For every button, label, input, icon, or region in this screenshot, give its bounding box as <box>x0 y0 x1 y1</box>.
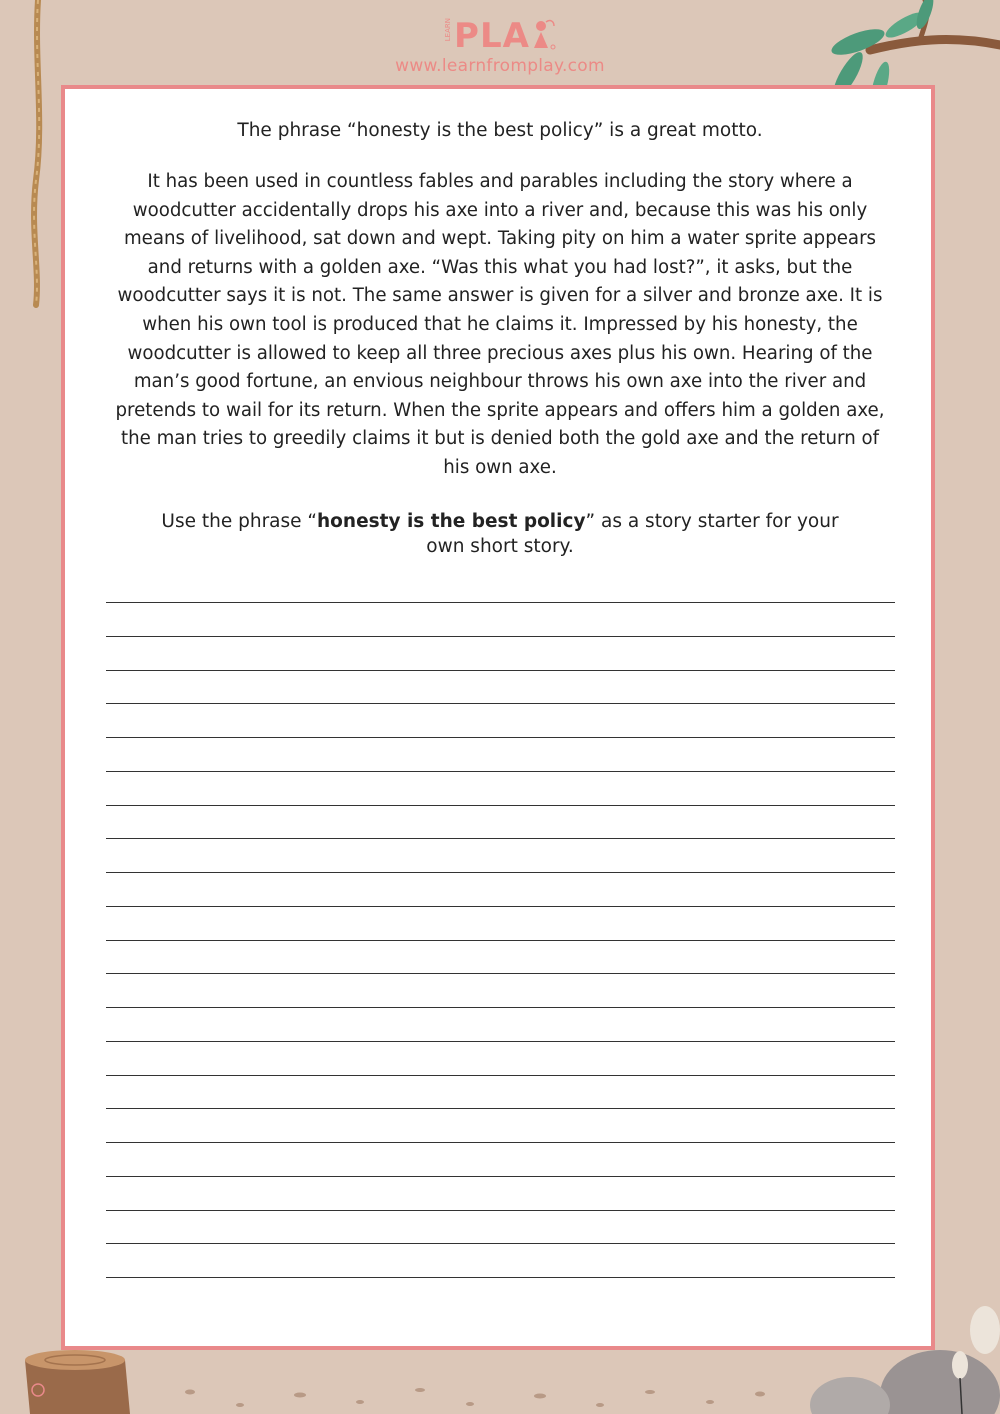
writing-line[interactable] <box>106 1243 895 1277</box>
writing-line[interactable] <box>106 838 895 872</box>
prompt-after: ” as a story starter for your own short story. <box>426 511 839 557</box>
writing-line[interactable] <box>106 602 895 636</box>
writing-line[interactable] <box>106 1142 895 1176</box>
writing-line[interactable] <box>106 1277 895 1311</box>
writing-line[interactable] <box>106 670 895 704</box>
writing-line[interactable] <box>106 1210 895 1244</box>
girl-icon <box>530 18 556 52</box>
writing-line[interactable] <box>106 737 895 771</box>
ground-specks <box>185 1388 765 1407</box>
writing-line[interactable] <box>106 973 895 1007</box>
writing-line[interactable] <box>106 1041 895 1075</box>
writing-line[interactable] <box>106 906 895 940</box>
logo-text: PLA <box>454 16 530 56</box>
writing-prompt <box>150 509 850 559</box>
brand-logo[interactable] <box>0 18 1000 76</box>
logo-small-text: LEARN <box>444 18 453 42</box>
writing-line[interactable] <box>106 1176 895 1210</box>
prompt-phrase: honesty is the best policy <box>317 511 586 532</box>
writing-line[interactable] <box>106 771 895 805</box>
prompt-before: Use the phrase “ <box>161 511 318 532</box>
stump-icon <box>25 1350 130 1414</box>
writing-line[interactable] <box>106 1075 895 1109</box>
story-paragraph: It has been used in countless fables and parables including the story where a woodcutter accidentally drops his axe into a river and, because this was his only means of livelihood, sat down and wept. Taking pity on him a water sprite appears and returns with a golden axe. “Was this what you had lost?”, it asks, but the woodcutter says it is not. The same answer is given for a silver and bronze axe. It is when his own tool is produced that he claims it. Impressed by his honesty, the woodcutter is allowed to keep all three precious axes plus his own. Hearing of the man’s good fortune, an envious neighbour throws his own axe into the river and pretends to wail for its return. When the sprite appears and offers him a golden axe, the man tries to greedily claims it but is denied both the gold axe and the return of his own axe. <box>115 171 885 478</box>
writing-line[interactable] <box>106 805 895 839</box>
writing-line[interactable] <box>106 872 895 906</box>
intro-text: The phrase “honesty is the best policy” is a great motto. <box>237 120 763 141</box>
writing-line[interactable] <box>106 1108 895 1142</box>
writing-line[interactable] <box>106 940 895 974</box>
site-url[interactable]: www.learnfromplay.com <box>395 56 605 76</box>
writing-line[interactable] <box>106 703 895 737</box>
writing-lines[interactable] <box>106 602 895 1311</box>
writing-line[interactable] <box>106 1007 895 1041</box>
writing-line[interactable] <box>106 636 895 670</box>
